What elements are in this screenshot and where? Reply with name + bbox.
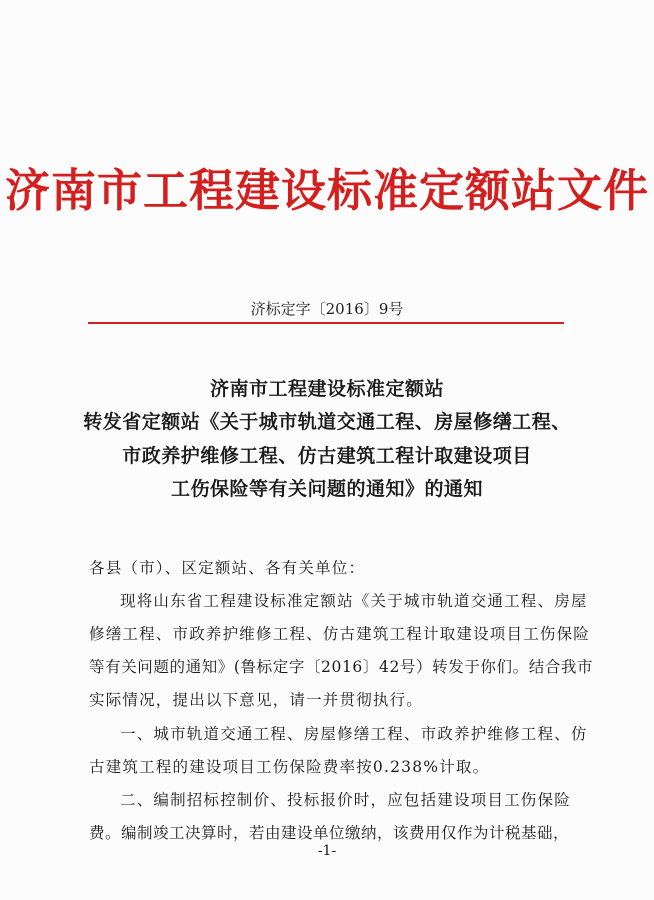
paragraph-1-line-3: 等有关问题的通知》(鲁标定字〔2016〕42号）转发于你们。结合我市 — [89, 658, 594, 676]
heading-line-2: 转发省定额站《关于城市轨道交通工程、房屋修缮工程、 — [83, 411, 571, 433]
heading-line-1: 济南市工程建设标准定额站 — [209, 378, 444, 400]
document-number: 济标定字〔2016〕9号 — [250, 300, 404, 318]
salutation: 各县（市）、区定额站、各有关单位： — [89, 559, 366, 577]
paragraph-2-line-2: 古建筑工程的建设项目工伤保险费率按0.238%计取。 — [89, 758, 490, 776]
red-divider-line — [88, 322, 564, 324]
document-header-title: 济南市工程建设标准定额站文件 — [4, 164, 649, 217]
paragraph-1-line-1: 现将山东省工程建设标准定额站《关于城市轨道交通工程、房屋 — [120, 592, 588, 610]
paragraph-3-line-1: 二、编制招标控制价、投标报价时，应包括建设项目工伤保险 — [120, 791, 571, 809]
paragraph-3-line-2: 费。编制竣工决算时，若由建设单位缴纳，该费用仅作为计税基础， — [89, 824, 570, 842]
heading-line-3: 市政养护维修工程、仿古建筑工程计取建设项目 — [122, 445, 532, 467]
page-number: -1- — [317, 843, 337, 859]
heading-line-4: 工伤保险等有关问题的通知》的通知 — [170, 478, 483, 500]
paragraph-1-line-4: 实际情况，提出以下意见，请一并贯彻执行。 — [89, 691, 424, 709]
paragraph-1-line-2: 修缮工程、市政养护维修工程、仿古建筑工程计取建设项目工伤保险 — [89, 625, 591, 643]
paragraph-2-line-1: 一、城市轨道交通工程、房屋修缮工程、市政养护维修工程、仿 — [120, 725, 588, 743]
